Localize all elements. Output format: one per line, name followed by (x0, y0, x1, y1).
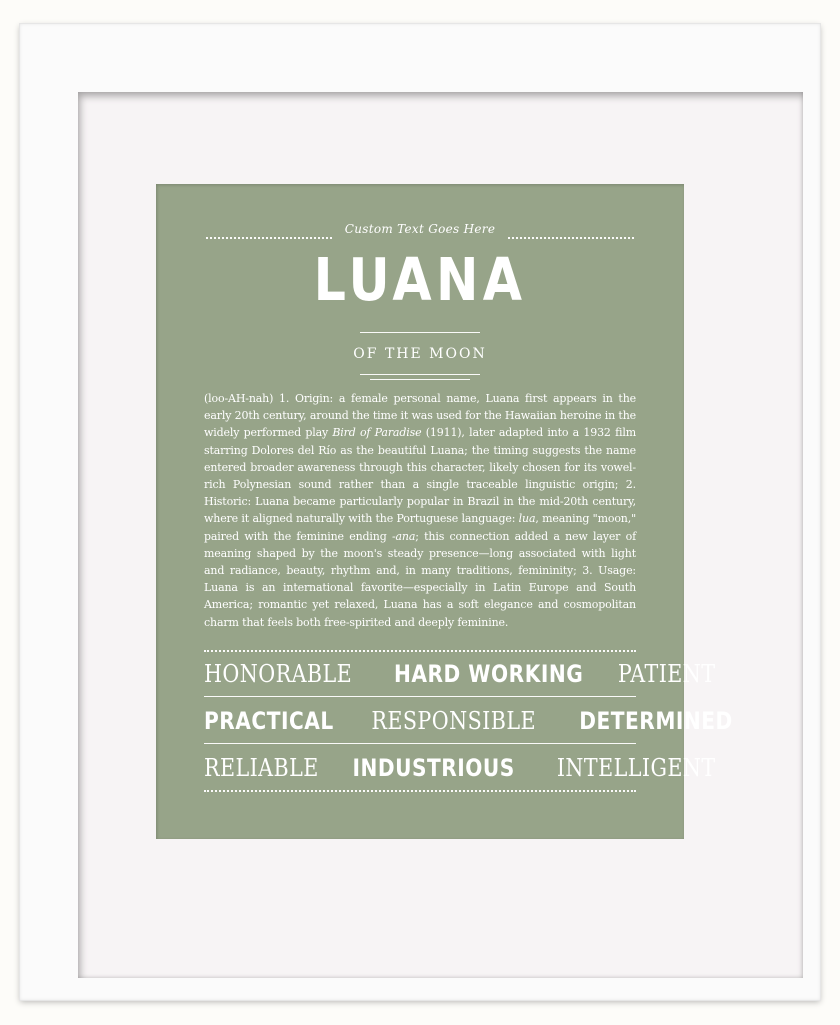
top-right-dotted-divider (508, 237, 634, 239)
definition-text-part3: , meaning "moon," paired with the feminine ending (204, 512, 637, 543)
definition-text-part2: (1911), later adapted into a 1932 film starring Dolores del Río as the beautiful Luana; the timing suggests the name entered broader awareness through this character, likely chosen for its vowel-rich Polynesian sound rather than a single traceable linguistic origin; 2. Historic: Luana became particularly popular in Brazil in the mid-20th century, where it aligned naturally with the Portuguese language: (204, 426, 637, 526)
top-left-dotted-divider (206, 237, 332, 239)
trait-word: PATIENT (617, 660, 716, 688)
trait-word: INDUSTRIOUS (352, 754, 516, 782)
trait-row-divider (204, 743, 636, 744)
trait-word: INTELLIGENT (556, 754, 716, 782)
word-lua: lua (518, 512, 536, 526)
name-heading: LUANA (313, 245, 527, 314)
suffix-ana: -ana (391, 529, 416, 543)
traits-top-dotted-divider (204, 650, 636, 652)
trait-row-3 (204, 751, 716, 785)
trait-word: PRACTICAL (204, 707, 334, 735)
traits-bottom-dotted-divider (204, 790, 636, 792)
meaning-rule-upper (360, 374, 480, 375)
trait-row-2 (204, 704, 733, 738)
custom-text: Custom Text Goes Here (344, 222, 496, 236)
definition-text-part1: (loo-AH-nah) 1. Origin: a female personal name, Luana first appears in the early 20th century, around the time it was used for the Hawaiian heroine in the widely performed play (204, 392, 636, 440)
trait-word: DETERMINED (579, 707, 733, 735)
trait-row-divider (204, 696, 636, 697)
trait-word: RESPONSIBLE (371, 707, 537, 735)
trait-word: HONORABLE (204, 660, 353, 688)
name-underline-rule (360, 332, 480, 333)
name-print (156, 184, 733, 839)
name-definition (204, 390, 636, 631)
name-meaning: OF THE MOON (353, 346, 487, 362)
definition-text-part4: ; this connection added a new layer of meaning shaped by the moon's steady presence—long associated with light and radiance, beauty, rhythm and, in many traditions, femininity; 3. Usage: Luana is an international favorite—especially in Latin Europe and South America; romantic yet relaxed, Luana has a soft elegance and cosmopolitan charm that feels both free-spirited and deeply feminine. (204, 529, 636, 629)
play-title: Bird of Paradise (332, 426, 422, 440)
meaning-rule-lower (370, 379, 470, 380)
trait-word: RELIABLE (204, 754, 319, 782)
trait-row-1 (204, 657, 716, 691)
trait-word: HARD WORKING (394, 660, 584, 688)
